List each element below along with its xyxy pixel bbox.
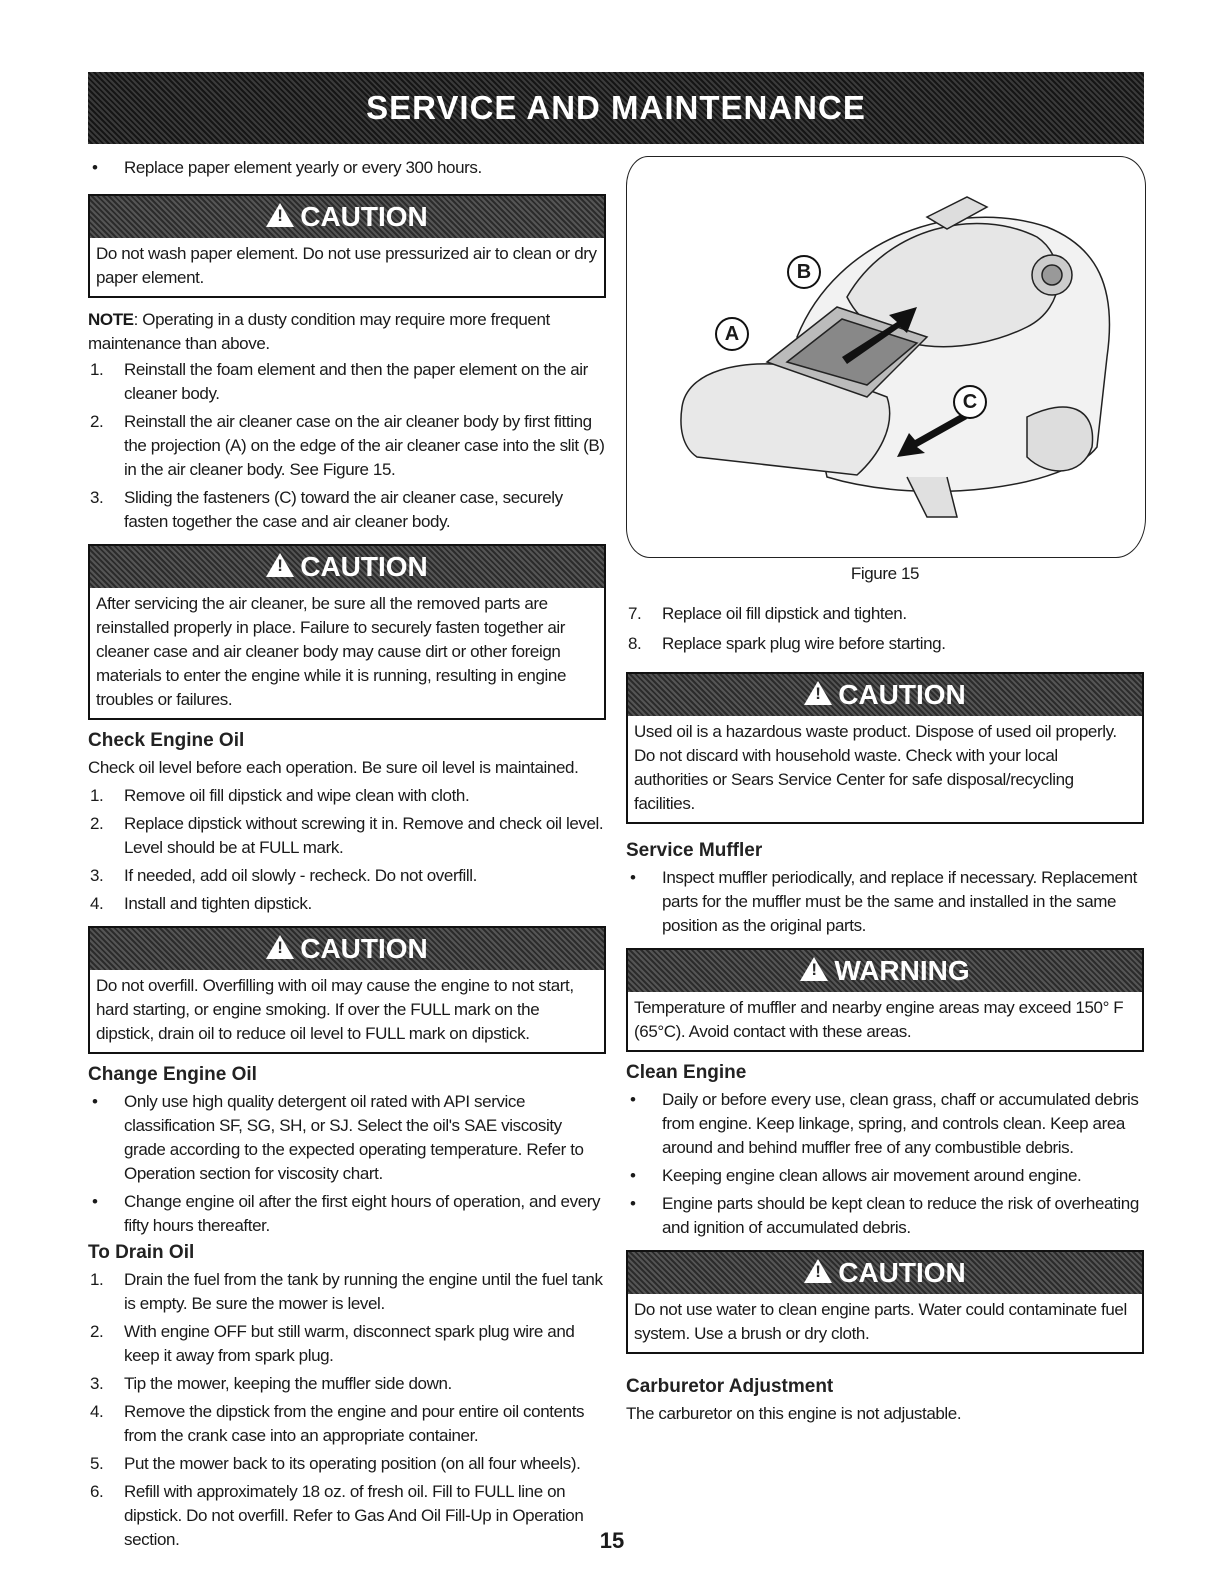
warning-triangle-icon bbox=[266, 553, 294, 577]
step-text: Reinstall the air cleaner case on the air cleaner body by first fitting the projection (A) on the edge of the air cleaner case into the slit (B) in the air cleaner body. See Figure 15. bbox=[124, 412, 605, 479]
note-label: NOTE bbox=[88, 310, 134, 329]
list-item: 1. Remove oil fill dipstick and wipe clean with cloth. bbox=[90, 786, 470, 805]
carburetor-text: The carburetor on this engine is not adjustable. bbox=[626, 1404, 962, 1423]
list-item: • Daily or before every use, clean grass, chaff or accumulated debris from engine. Keep linkage, spring, and controls clean. Keep area around and behind muffler free of any combustible debris. bbox=[626, 1088, 1144, 1160]
list-item: 5. Put the mower back to its operating position (on all four wheels). bbox=[90, 1454, 581, 1473]
caution-box-air-cleaner bbox=[88, 544, 606, 720]
list-item: 3. Tip the mower, keeping the muffler side down. bbox=[90, 1374, 452, 1393]
caution-header bbox=[90, 196, 604, 238]
step-text: Sliding the fasteners (C) toward the air cleaner case, securely fasten together the case and air cleaner body. bbox=[124, 488, 563, 531]
list-item: • Keeping engine clean allows air movement around engine. bbox=[626, 1164, 1144, 1188]
caution-box-paper-element bbox=[88, 194, 606, 298]
section-heading-carburetor: Carburetor Adjustment bbox=[626, 1376, 834, 1397]
warning-triangle-icon bbox=[804, 1259, 832, 1283]
caution-label: CAUTION bbox=[300, 551, 428, 582]
section-heading-clean-engine: Clean Engine bbox=[626, 1062, 747, 1083]
right-column bbox=[626, 156, 1144, 1426]
list-item: 3. Sliding the fasteners (C) toward the air cleaner case, securely fasten together the case and air cleaner body. bbox=[90, 488, 563, 531]
step-text: Replace dipstick without screwing it in. Remove and check oil level. Level should be at FULL mark. bbox=[124, 814, 604, 857]
list-item bbox=[626, 632, 1144, 656]
step-number: 7. bbox=[628, 604, 642, 623]
list-item: 6. Refill with approximately 18 oz. of fresh oil. Fill to FULL line on dipstick. Do not overfill. Refer to Gas And Oil Fill-Up in Operation section. bbox=[90, 1482, 584, 1549]
step-text: Put the mower back to its operating position (on all four wheels). bbox=[124, 1454, 581, 1473]
list-item: • Only use high quality detergent oil rated with API service classification SF, SG, SH, or SJ. Select the oil's SAE viscosity grade according to the expected operating temperature. Refer to Operation section for viscosity chart. bbox=[88, 1090, 606, 1186]
step-text: With engine OFF but still warm, disconnect spark plug wire and keep it away from spark plug. bbox=[124, 1322, 575, 1365]
section-banner bbox=[88, 72, 1144, 144]
callout-a: A bbox=[715, 317, 749, 351]
left-column bbox=[88, 156, 606, 1556]
step-text: Replace oil fill dipstick and tighten. bbox=[662, 604, 907, 623]
list-item bbox=[626, 602, 1144, 626]
step-text: Replace spark plug wire before starting. bbox=[662, 634, 946, 653]
callout-c: C bbox=[953, 385, 987, 419]
list-item: 3. If needed, add oil slowly - recheck. Do not overfill. bbox=[90, 866, 477, 885]
caution-text: After servicing the air cleaner, be sure all the removed parts are reinstalled properly in place. Failure to securely fasten together air cleaner case and air cleaner body may cause dirt or other foreign materials to enter the engine while it is running, resulting in engine troubles or failures. bbox=[96, 594, 567, 709]
list-item: • Inspect muffler periodically, and replace if necessary. Replacement parts for the muffler must be the same and installed in the same position as the original parts. bbox=[626, 866, 1144, 938]
caution-header bbox=[90, 928, 604, 970]
warning-triangle-icon bbox=[800, 957, 828, 981]
step-text: Tip the mower, keeping the muffler side down. bbox=[124, 1374, 452, 1393]
list-item: 2. Replace dipstick without screwing it in. Remove and check oil level. Level should be at FULL mark. bbox=[90, 814, 604, 857]
section-heading-drain-oil: To Drain Oil bbox=[88, 1242, 195, 1263]
warning-triangle-icon bbox=[804, 681, 832, 705]
step-text: Install and tighten dipstick. bbox=[124, 894, 312, 913]
warning-text: Temperature of muffler and nearby engine areas may exceed 150° F (65°C). Avoid contact with these areas. bbox=[634, 998, 1124, 1041]
callout-b: B bbox=[787, 255, 821, 289]
list-item: 4. Remove the dipstick from the engine and pour entire oil contents from the crank case into an appropriate container. bbox=[90, 1402, 585, 1445]
figure-air-cleaner-illustration bbox=[626, 156, 1146, 558]
list-item: 1. Drain the fuel from the tank by running the engine until the fuel tank is empty. Be sure the mower is level. bbox=[90, 1270, 603, 1313]
step-text: Drain the fuel from the tank by running the engine until the fuel tank is empty. Be sure the mower is level. bbox=[124, 1270, 603, 1313]
warning-header bbox=[628, 950, 1142, 992]
intro-bullet: • Replace paper element yearly or every 300 hours. bbox=[88, 156, 606, 180]
caution-label: CAUTION bbox=[300, 201, 428, 232]
check-oil-intro: Check oil level before each operation. Be sure oil level is maintained. bbox=[88, 758, 579, 777]
step-text: Remove the dipstick from the engine and pour entire oil contents from the crank case into an appropriate container. bbox=[124, 1402, 585, 1445]
caution-label: CAUTION bbox=[838, 1257, 966, 1288]
step-text: Remove oil fill dipstick and wipe clean with cloth. bbox=[124, 786, 470, 805]
warning-label: WARNING bbox=[834, 955, 970, 986]
warning-box-muffler bbox=[626, 948, 1144, 1052]
page-number: 15 bbox=[599, 1528, 625, 1553]
list-item: • Engine parts should be kept clean to reduce the risk of overheating and ignition of accumulated debris. bbox=[626, 1192, 1144, 1240]
note-text: : Operating in a dusty condition may require more frequent maintenance than above. bbox=[88, 310, 550, 353]
caution-box-used-oil bbox=[626, 672, 1144, 824]
list-item: 4. Install and tighten dipstick. bbox=[90, 894, 312, 913]
caution-text: Do not use water to clean engine parts. Water could contaminate fuel system. Use a brush or dry cloth. bbox=[634, 1300, 1127, 1343]
caution-text: Do not overfill. Overfilling with oil may cause the engine to not start, hard starting, or engine smoking. If over the FULL mark on the dipstick, drain oil to reduce oil level to FULL mark on dipstick. bbox=[96, 976, 574, 1043]
step-text: If needed, add oil slowly - recheck. Do not overfill. bbox=[124, 866, 477, 885]
list-item: • Change engine oil after the first eight hours of operation, and every fifty hours thereafter. bbox=[88, 1190, 606, 1238]
list-item: 1. Reinstall the foam element and then the paper element on the air cleaner body. bbox=[90, 360, 588, 403]
section-heading-muffler: Service Muffler bbox=[626, 840, 763, 861]
caution-header bbox=[90, 546, 604, 588]
air-cleaner-steps bbox=[88, 358, 606, 534]
step-text: Reinstall the foam element and then the paper element on the air cleaner body. bbox=[124, 360, 588, 403]
caution-header bbox=[628, 1252, 1142, 1294]
warning-triangle-icon bbox=[266, 935, 294, 959]
caution-text: Do not wash paper element. Do not use pressurized air to clean or dry paper element. bbox=[96, 244, 597, 287]
warning-triangle-icon bbox=[266, 203, 294, 227]
caution-label: CAUTION bbox=[300, 933, 428, 964]
caution-box-water bbox=[626, 1250, 1144, 1354]
section-heading-check-oil: Check Engine Oil bbox=[88, 730, 245, 751]
section-heading-change-oil: Change Engine Oil bbox=[88, 1064, 257, 1085]
caution-text: Used oil is a hazardous waste product. Dispose of used oil properly. Do not discard with household waste. Check with your local authorities or Sears Service Center for safe disposal/recycling facilities. bbox=[634, 722, 1117, 813]
list-item: 2. Reinstall the air cleaner case on the air cleaner body by first fitting the projection (A) on the edge of the air cleaner case into the slit (B) in the air cleaner body. See Figure 15. bbox=[90, 412, 605, 479]
step-number: 8. bbox=[628, 634, 642, 653]
engine-illustration bbox=[627, 157, 1145, 557]
note bbox=[88, 308, 606, 356]
caution-box-overfill bbox=[88, 926, 606, 1054]
page-title: SERVICE AND MAINTENANCE bbox=[366, 89, 866, 126]
step-text: Refill with approximately 18 oz. of fresh oil. Fill to FULL line on dipstick. Do not overfill. Refer to Gas And Oil Fill-Up in Operation section. bbox=[124, 1482, 584, 1549]
figure-caption: Figure 15 bbox=[850, 564, 920, 583]
list-item: 2. With engine OFF but still warm, disconnect spark plug wire and keep it away from spark plug. bbox=[90, 1322, 575, 1365]
caution-header bbox=[628, 674, 1142, 716]
caution-label: CAUTION bbox=[838, 679, 966, 710]
